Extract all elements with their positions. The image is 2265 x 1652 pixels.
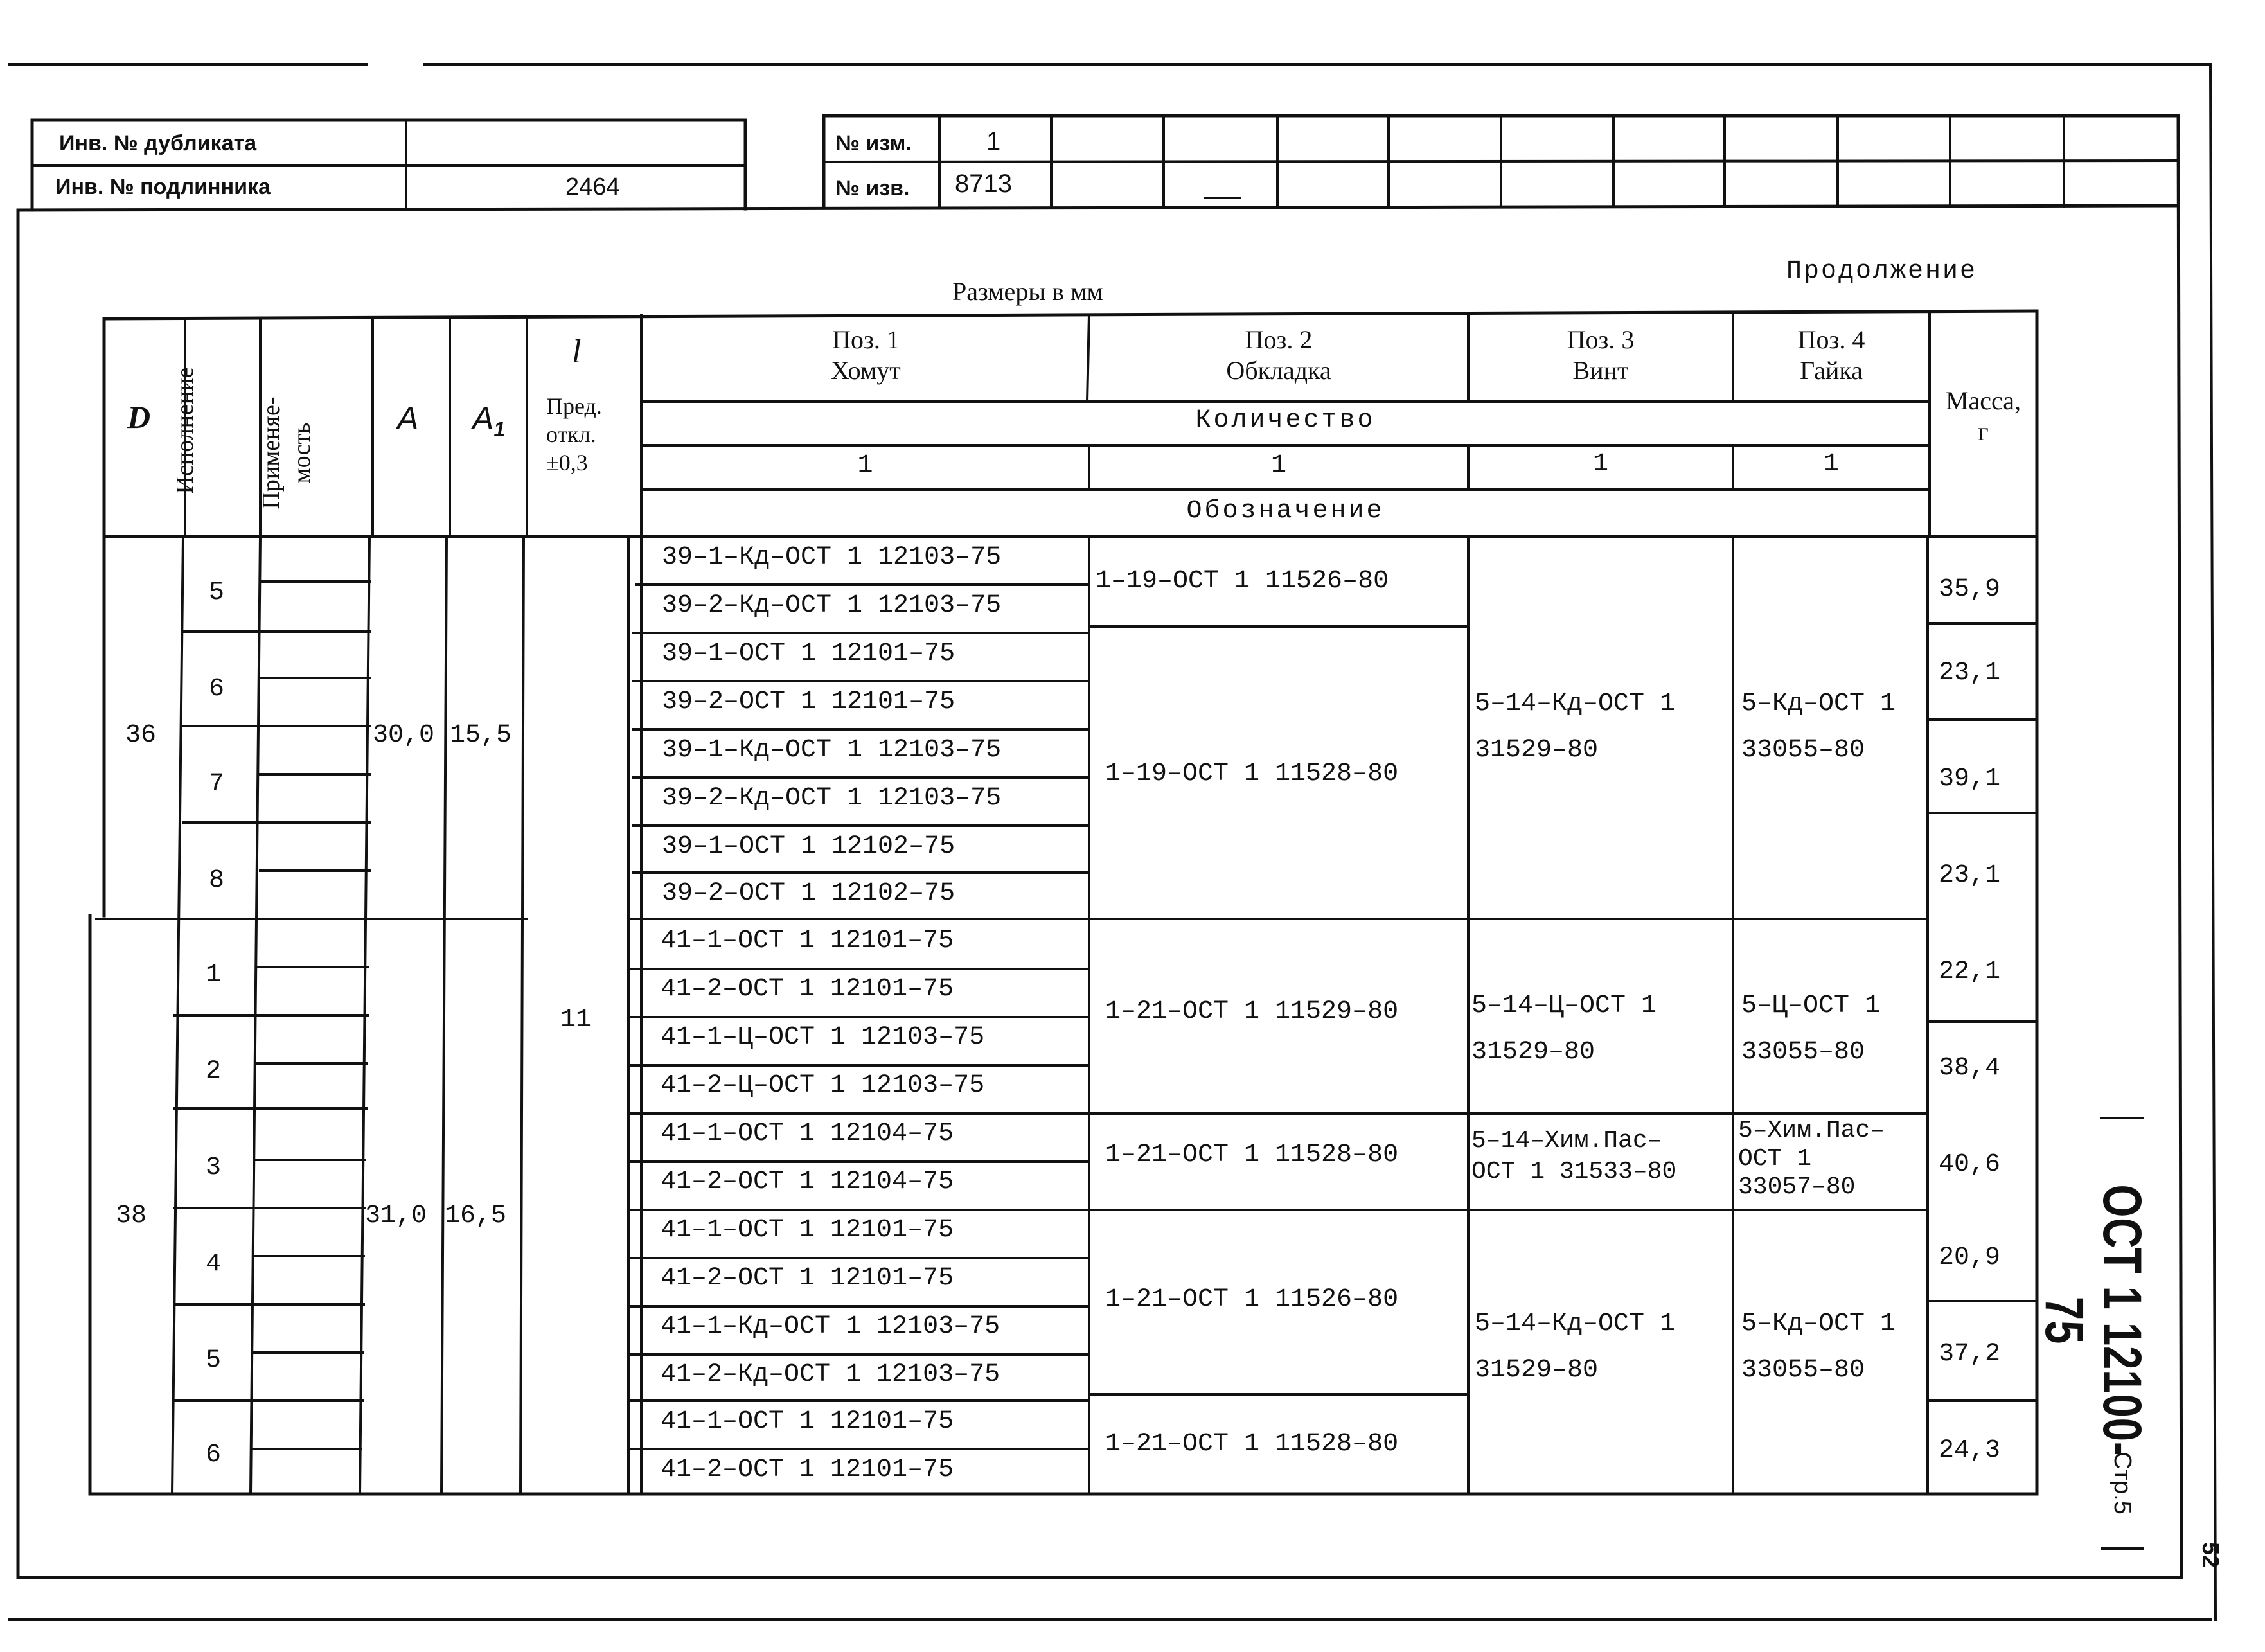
pos1-designation: 39–2–Кд–ОСТ 1 12103–75 xyxy=(662,591,1002,620)
pos1-designation: 41–2–Кд–ОСТ 1 12103–75 xyxy=(661,1360,1000,1389)
pos1-designation: 41–2–ОСТ 1 12104–75 xyxy=(661,1168,954,1196)
pos1-designation: 39–2–ОСТ 1 12102–75 xyxy=(662,879,955,908)
pos1-designation: 41–1–Кд–ОСТ 1 12103–75 xyxy=(661,1312,1000,1341)
standard-number: ОСТ 1 12100-75 xyxy=(2034,1184,2153,1457)
a-value: 30,0 xyxy=(373,721,435,750)
pos3-designation: 5–14–Хим.Пас– ОСТ 1 31533–80 xyxy=(1471,1127,1677,1186)
ispolnenie-value: 5 xyxy=(206,1346,222,1375)
header-kolichestvo: Количество xyxy=(1195,406,1376,435)
header-a1: $A_1$ xyxy=(472,400,506,441)
ispolnenie-value: 1 xyxy=(206,961,222,990)
pos2-designation: 1–21–ОСТ 1 11529–80 xyxy=(1105,997,1399,1026)
pos2-designation: 1–21–ОСТ 1 11528–80 xyxy=(1105,1141,1399,1169)
mass-value: 35,9 xyxy=(1939,575,2001,604)
change-no-value: 1 xyxy=(986,127,1001,155)
pos1-designation: 41–1–ОСТ 1 12101–75 xyxy=(661,1216,954,1245)
pos1-designation: 41–2–Ц–ОСТ 1 12103–75 xyxy=(661,1071,985,1100)
a1-value: 15,5 xyxy=(450,721,512,750)
pos1-designation: 41–2–ОСТ 1 12101–75 xyxy=(661,1455,954,1484)
pos2-designation: 1–21–ОСТ 1 11526–80 xyxy=(1105,1285,1399,1314)
header-qty-pos2: 1 xyxy=(1270,451,1286,480)
mass-value: 37,2 xyxy=(1939,1340,2001,1369)
ispolnenie-value: 3 xyxy=(206,1153,222,1182)
ispolnenie-value: 2 xyxy=(206,1057,222,1086)
header-l: l xyxy=(572,333,582,370)
header-pos1: Поз. 1 Хомут xyxy=(831,325,901,385)
pos2-designation: 1–19–ОСТ 1 11528–80 xyxy=(1105,759,1399,788)
sizes-caption: Размеры в мм xyxy=(952,277,1103,306)
ispolnenie-value: 4 xyxy=(206,1250,222,1279)
inv-duplicate-label: Инв. № дубликата xyxy=(59,131,257,155)
notice-no-label: № изв. xyxy=(835,176,910,200)
change-no-label: № изм. xyxy=(835,131,912,155)
pos1-designation: 39–1–Кд–ОСТ 1 12103–75 xyxy=(662,543,1002,572)
d-value: 38 xyxy=(116,1202,147,1230)
mass-value: 38,4 xyxy=(1939,1054,2001,1083)
pos4-designation: 5–Ц–ОСТ 1 33055–80 xyxy=(1741,991,1881,1067)
d-value: 36 xyxy=(125,721,157,750)
pos1-designation: 39–1–Кд–ОСТ 1 12103–75 xyxy=(662,736,1002,765)
header-qty-pos1: 1 xyxy=(857,451,873,480)
header-pos2: Поз. 2 Обкладка xyxy=(1226,325,1331,385)
inv-original-label: Инв. № подлинника xyxy=(55,175,271,199)
header-pos4: Поз. 4 Гайка xyxy=(1797,325,1865,385)
ispolnenie-value: 6 xyxy=(209,675,225,704)
ispolnenie-value: 8 xyxy=(209,866,225,895)
pos4-designation: 5–Кд–ОСТ 1 33055–80 xyxy=(1741,1310,1896,1385)
pos1-designation: 41–2–ОСТ 1 12101–75 xyxy=(661,1264,954,1293)
pos1-designation: 41–1–ОСТ 1 12101–75 xyxy=(661,927,954,955)
header-ispolnenie: Исполнение xyxy=(172,367,199,494)
header-a: A xyxy=(397,400,419,436)
pos2-designation: 1–21–ОСТ 1 11528–80 xyxy=(1105,1430,1399,1459)
mass-value: 23,1 xyxy=(1939,861,2001,890)
pos3-designation: 5–14–Кд–ОСТ 1 31529–80 xyxy=(1475,689,1676,765)
header-qty-pos3: 1 xyxy=(1592,450,1608,479)
pos1-designation: 41–2–ОСТ 1 12101–75 xyxy=(661,975,954,1004)
header-primenyaemost: Применяе- мость xyxy=(258,396,315,510)
header-pos3: Поз. 3 Винт xyxy=(1567,325,1635,385)
mass-value: 40,6 xyxy=(1939,1150,2001,1179)
pos1-designation: 39–1–ОСТ 1 12101–75 xyxy=(662,639,955,668)
mass-value: 23,1 xyxy=(1939,659,2001,688)
pos1-designation: 39–1–ОСТ 1 12102–75 xyxy=(662,832,955,861)
mass-value: 20,9 xyxy=(1939,1243,2001,1272)
mass-value: 39,1 xyxy=(1939,765,2001,794)
pos4-designation: 5–Кд–ОСТ 1 33055–80 xyxy=(1741,689,1896,765)
ispolnenie-value: 6 xyxy=(206,1441,222,1470)
header-massa: Масса, г xyxy=(1945,386,2021,446)
header-d: D xyxy=(127,399,151,435)
pos2-designation: 1–19–ОСТ 1 11526–80 xyxy=(1096,567,1389,596)
pos1-designation: 41–1–ОСТ 1 12101–75 xyxy=(661,1407,954,1436)
continuation-caption: Продолжение xyxy=(1786,257,1978,286)
pos1-designation: 39–2–Кд–ОСТ 1 12103–75 xyxy=(662,784,1002,813)
pos4-designation: 5–Хим.Пас– ОСТ 1 33057–80 xyxy=(1738,1117,1885,1201)
notice-no-value: 8713 xyxy=(955,170,1012,198)
inv-original-value: 2464 xyxy=(565,173,620,200)
header-oboznachenie: Обозначение xyxy=(1186,497,1385,526)
a1-value: 16,5 xyxy=(445,1202,507,1230)
page-label: Стр.5 xyxy=(2109,1452,2136,1514)
a-value: 31,0 xyxy=(365,1202,427,1230)
mass-value: 24,3 xyxy=(1939,1436,2001,1465)
l-value: 11 xyxy=(560,1006,592,1035)
sheet-number: 52 xyxy=(2198,1541,2224,1568)
pos1-designation: 41–1–Ц–ОСТ 1 12103–75 xyxy=(661,1023,985,1052)
ispolnenie-value: 7 xyxy=(209,770,225,799)
pos1-designation: 41–1–ОСТ 1 12104–75 xyxy=(661,1119,954,1148)
ispolnenie-value: 5 xyxy=(209,578,225,607)
pos3-designation: 5–14–Ц–ОСТ 1 31529–80 xyxy=(1471,991,1657,1067)
header-pred-otkl: Пред. откл. ±0,3 xyxy=(546,393,602,475)
pos1-designation: 39–2–ОСТ 1 12101–75 xyxy=(662,688,955,716)
header-qty-pos4: 1 xyxy=(1823,450,1839,479)
pos3-designation: 5–14–Кд–ОСТ 1 31529–80 xyxy=(1475,1310,1676,1385)
mass-value: 22,1 xyxy=(1939,957,2001,986)
